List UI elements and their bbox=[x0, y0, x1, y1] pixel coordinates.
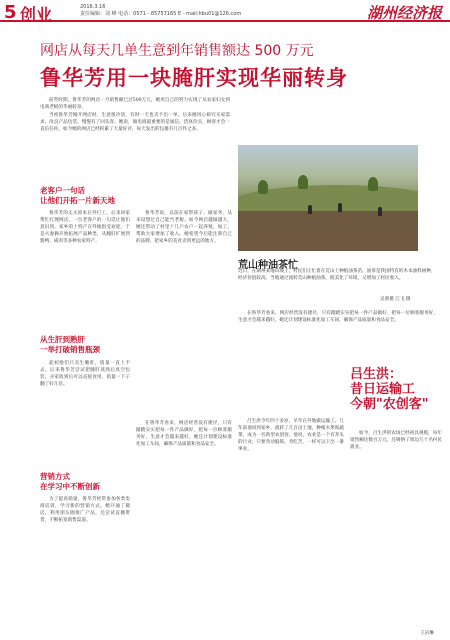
article-headline: 鲁华芳用一块腌肝实现华丽转身 bbox=[40, 66, 348, 90]
sidebar-column-1 bbox=[238, 418, 344, 623]
sidebar-headline: 吕生洪： 昔日运输工 今朝"农创客" bbox=[350, 367, 429, 412]
photo-person bbox=[338, 203, 342, 212]
body-text: 吕生洪今年四十多岁，早年在外地做运输工。几年前他回到家乡，流转了几百亩土地，种植水果和蔬菜，成为一名新型农创客。他说，农业是一个有奔头的行业，只要肯动脑筋、肯吃苦，一样可以干出一番事业。 bbox=[238, 419, 344, 453]
body-text: 鲁华芳说，以前在家带孩子、做家务，从来没想过自己能当老板。如今网店越做越大，她还带动了村里十几户农户一起养殖、加工，帮助大家增加了收入。她希望今后能注册自己的品牌，把家乡的美食卖到更远的地方。 bbox=[136, 211, 232, 245]
column-2b bbox=[136, 420, 232, 625]
lead-paragraph bbox=[40, 97, 230, 172]
photo-tree bbox=[368, 177, 378, 191]
article-subhead: 网店从每天几单生意到年销售额达 500 万元 bbox=[40, 43, 314, 59]
body-text: 起初他们只卖生腌肝，销量一直上不去。后来鲁华芳尝试把腌肝蒸熟后真空包装，买家收到后可以直接食用，销量一下子翻了好几倍。 bbox=[40, 361, 130, 388]
issue-date: 2016.3.16 bbox=[80, 4, 106, 10]
masthead-logo: 湖州经济报 bbox=[366, 4, 442, 22]
page-header bbox=[0, 0, 450, 22]
subheading-1: 老客户一句话 让他们开拓一片新天地 bbox=[40, 186, 115, 205]
body-text: 当初鲁华芳刚开网店时，生意很冷清，有时一天也卖不出一单。后来她用心研究买家需求，改良产品包装，慢慢有了回头客。她说，做电商最重要的是诚信，货真价实，顾客才会一直信任你。如今她的网店已经积累了大量好评，每天发出的包裹有几百件之多。 bbox=[40, 113, 230, 133]
photo-tree bbox=[298, 175, 308, 189]
body-text: 如今，吕生洪的农场已经初具规模，每年销售额达数百万元，还吸纳了周边几十名村民就业。 bbox=[350, 431, 442, 451]
photo-person bbox=[308, 205, 312, 214]
photo-credit: 吴蕾摄 江飞 摄 bbox=[380, 297, 411, 302]
column-1b bbox=[40, 360, 130, 445]
photo-person bbox=[378, 207, 382, 216]
sidebar-column-2 bbox=[350, 430, 442, 625]
body-text: 为了提高销量，鲁华芳经常参加各类电商培训，学习新的营销方式。她开通了微店，利用朋友圈推广产品，还尝试直播带货，不断拓宽销售渠道。 bbox=[40, 497, 130, 524]
photo-tree bbox=[258, 180, 268, 194]
header-info bbox=[80, 4, 241, 18]
body-text: 鲁华芳的丈夫原本在外打工，后来回家帮忙打理网店。一位老客户的一句话让他们意识到，家乡的土特产在外地很受欢迎。于是夫妻俩开始拓展产品种类，从腌肝扩展到酱鸭、咸肉等多种农家特产。 bbox=[40, 211, 130, 245]
page-number: 5 bbox=[4, 2, 17, 23]
photo-ground bbox=[238, 211, 418, 251]
body-text: 在鲁华芳看来，网店经营没有捷径，只有踏踏实实把每一件产品做好，把每一位顾客服务好，生意才会越来越好。她还计划建设标准化加工车间，确保产品质量和食品安全。 bbox=[136, 421, 232, 448]
photo-caption: 近日，在湖州某地山坡上，村民们正忙着在荒山上种植油茶苗。油茶是我国特有的木本油料树种，经济价值较高。当地通过流转荒山种植油茶，既美化了环境，又增加了村民收入。 bbox=[238, 269, 436, 281]
photo-title: 荒山种油茶忙 bbox=[238, 260, 298, 271]
subheading-3: 营销方式 在学习中不断创新 bbox=[40, 472, 100, 491]
column-2 bbox=[136, 210, 232, 415]
column-1c bbox=[40, 496, 130, 626]
news-photo bbox=[238, 145, 418, 251]
lead-text: 前些时期，鲁华芳的网店一月销售额已过500万元，她用自己的努力实现了从农家妇女到电商老板的华丽转身。 bbox=[40, 98, 230, 111]
body-text: 在鲁华芳看来，网店经营没有捷径，只有踏踏实实把每一件产品做好，把每一位顾客服务好，生意才会越来越好。她还计划建设标准化加工车间，确保产品质量和食品安全。 bbox=[238, 311, 438, 324]
subheading-2: 从生肝到熟肝 一举打破销售瓶颈 bbox=[40, 335, 100, 354]
sidebar-author: 王岩琳 bbox=[420, 631, 434, 636]
section-title: 创业 bbox=[20, 5, 53, 24]
column-1a bbox=[40, 210, 130, 320]
editor-line: 责任编辑：刘 峰 电话：0571－85757165 E－mail:hbu01@126.com bbox=[80, 11, 242, 17]
